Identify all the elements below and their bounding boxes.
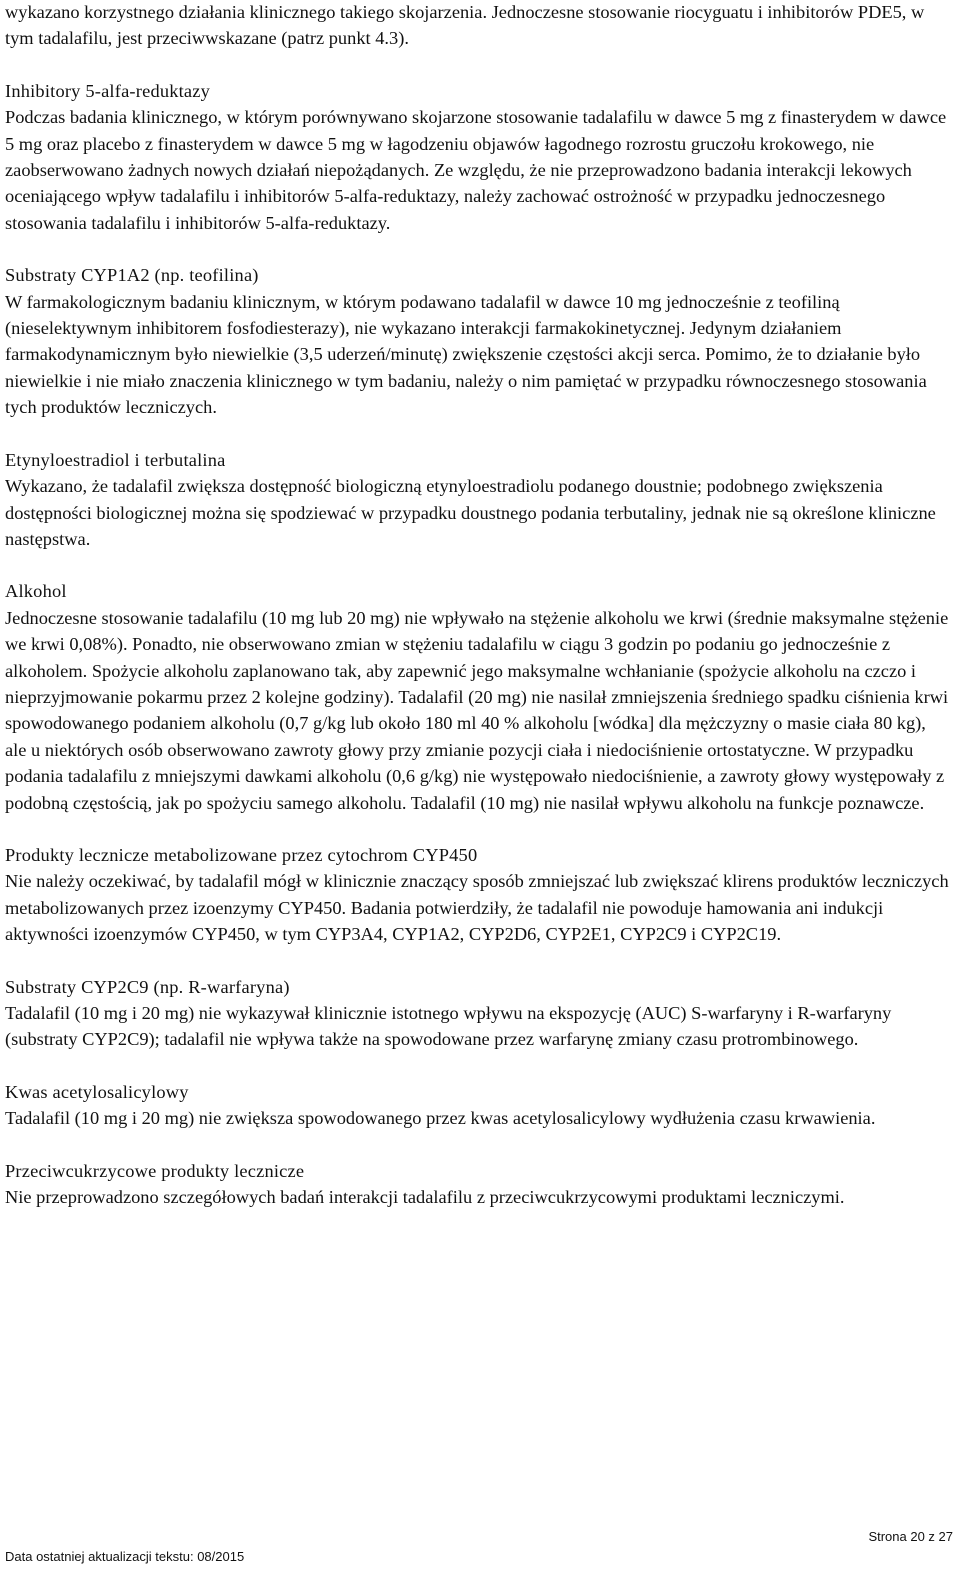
section-heading: Inhibitory 5-alfa-reduktazy (5, 80, 211, 101)
intro-paragraph: wykazano korzystnego działania klinicznego takiego skojarzenia. Jednoczesne stosowanie riocyguatu i inhibitorów PDE5, w tym tadalafilu, jest przeciwwskazane (patrz punkt 4.3). (5, 2, 925, 49)
section-body: Wykazano, że tadalafil zwiększa dostępność biologiczną etynyloestradiolu podanego doustnie; podobnego zwiększenia dostępności biologicznej można się spodziewać w przypadku doustnego podania terbutaliny, jednak nie są określone kliniczne następstwa. (5, 476, 936, 549)
section-5-alpha-reductase (5, 78, 950, 236)
section-heading: Kwas acetylosalicylowy (5, 1081, 189, 1102)
section-body: Nie przeprowadzono szczegółowych badań interakcji tadalafilu z przeciwcukrzycowymi produktami leczniczymi. (5, 1187, 845, 1208)
section-cyp2c9 (5, 974, 950, 1053)
section-body: Jednoczesne stosowanie tadalafilu (10 mg lub 20 mg) nie wpływało na stężenie alkoholu we krwi (średnie maksymalne stężenie we krwi 0,08%). Ponadto, nie obserwowano zmian w stężeniu tadalafilu w ciągu 3 godzin po podaniu go jednocześnie z alkoholem. Spożycie alkoholu zaplanowano tak, aby zapewnić jego maksymalne wchłanianie (spożycie alkoholu na czczo i nieprzyjmowanie pokarmu przez 2 kolejne godziny). Tadalafil (20 mg) nie nasilał zmniejszenia średniego spadku ciśnienia krwi spowodowanego podaniem alkoholu (0,7 g/kg lub około 180 ml 40 % alkoholu [wódka] dla mężczyzny o masie ciała 80 kg), ale u niektórych osób obserwowano zawroty głowy przy zmianie pozycji ciała i niedociśnienie ortostatyczne. W przypadku podania tadalafilu z mniejszymi dawkami alkoholu (0,6 g/kg) nie występowało niedociśnienie, a zawroty głowy występowały z podobną częstością, jak po spożyciu samego alkoholu. Tadalafil (10 mg) nie nasilał wpływu alkoholu na funkcje poznawcze. (5, 607, 949, 813)
last-updated-note: Data ostatniej aktualizacji tekstu: 08/2015 (5, 1549, 245, 1564)
section-cyp1a2 (5, 262, 950, 420)
section-body: W farmakologicznym badaniu klinicznym, w którym podawano tadalafil w dawce 10 mg jednocześnie z teofiliną (nieselektywnym inhibitorem fosfodiesterazy), nie wykazano interakcji farmakokinetycznej. Jedynym działaniem farmakodynamicznym było niewielkie (3,5 uderzeń/minutę) zwiększenie częstości akcji serca. Pomimo, że to działanie było niewielkie i nie miało znaczenia klinicznego w tym badaniu, należy o nim pamiętać w przypadku równoczesnego stosowania tych produktów leczniczych. (5, 291, 927, 418)
section-cyp450 (5, 842, 950, 948)
page-number: Strona 20 z 27 (868, 1529, 953, 1544)
section-antidiabetic (5, 1158, 950, 1211)
section-alcohol (5, 578, 950, 816)
section-heading: Produkty lecznicze metabolizowane przez cytochrom CYP450 (5, 844, 478, 865)
section-heading: Substraty CYP1A2 (np. teofilina) (5, 265, 259, 286)
section-heading: Alkohol (5, 581, 67, 602)
document-page (5, 0, 950, 1210)
section-body: Podczas badania klinicznego, w którym porównywano skojarzone stosowanie tadalafilu w dawce 5 mg z finasterydem w dawce 5 mg oraz placebo z finasterydem w dawce 5 mg w łagodzeniu objawów łagodnego rozrostu gruczołu krokowego, nie zaobserwowano żadnych nowych działań niepożądanych. Ze względu, że nie przeprowadzono badania interakcji lekowych oceniającego wpływ tadalafilu i inhibitorów 5-alfa-reduktazy, należy zachować ostrożność w przypadku jednoczesnego stosowania tadalafilu i inhibitorów 5-alfa-reduktazy. (5, 107, 947, 233)
section-heading: Substraty CYP2C9 (np. R-warfaryna) (5, 976, 290, 997)
section-ethinylestradiol (5, 447, 950, 553)
section-heading: Etynyloestradiol i terbutalina (5, 449, 226, 470)
section-body: Tadalafil (10 mg i 20 mg) nie wykazywał klinicznie istotnego wpływu na ekspozycję (AUC) S-warfaryny i R-warfaryny (substraty CYP2C9); tadalafil nie wpływa także na spowodowane przez warfarynę zmiany czasu protrombinowego. (5, 1003, 892, 1050)
section-body: Nie należy oczekiwać, by tadalafil mógł w klinicznie znaczący sposób zmniejszać lub zwiększać klirens produktów leczniczych metabolizowanych przez izoenzymy CYP450. Badania potwierdziły, że tadalafil nie powoduje hamowania ani indukcji aktywności izoenzymów CYP450, w tym CYP3A4, CYP1A2, CYP2D6, CYP2E1, CYP2C9 i CYP2C19. (5, 871, 949, 945)
section-heading: Przeciwcukrzycowe produkty lecznicze (5, 1160, 305, 1181)
section-acetylsalicylic-acid (5, 1079, 950, 1132)
section-body: Tadalafil (10 mg i 20 mg) nie zwiększa spowodowanego przez kwas acetylosalicylowy wydłużenia czasu krwawienia. (5, 1108, 876, 1129)
